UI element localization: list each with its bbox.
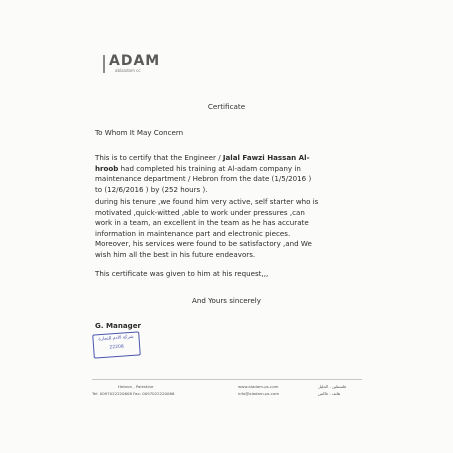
certify-line-2	[95, 164, 375, 175]
footer-website: www.aladam-ps.com	[238, 384, 279, 389]
certify-line-3: maintenance department / Hebron from the date (1/5/2016 )	[95, 174, 312, 184]
signatory-title: G. Manager	[95, 321, 142, 330]
engineer-name-part-1: Jalal Fawzi Hassan Al-	[222, 153, 310, 162]
tenure-line: wish him all the best in his future endeavors.	[95, 249, 256, 259]
tenure-line: during his tenure ,we found him very active, self starter who is	[95, 197, 319, 206]
stamp-line-1: شركة الادم للتجارة	[98, 334, 134, 343]
logo-text: ADAM	[109, 53, 161, 69]
tenure-line: motivated ,quick-witted ,able to work under pressures ,can	[95, 207, 305, 217]
logo-subtext: ablaadam cc	[115, 68, 141, 73]
tenure-line: information in maintenance part and electronic pieces.	[95, 228, 291, 238]
footer-email: info@aladam-ps.com	[238, 391, 280, 396]
certify-line-1-text: This is to certify that the Engineer /	[95, 153, 223, 162]
tenure-line: work in a team, an excellent in the team as he has accurate	[95, 218, 309, 228]
stamp-line-2: 22208	[109, 344, 124, 351]
footer-city: Hebron , Palestine	[118, 384, 154, 389]
certify-line-1	[95, 153, 375, 164]
footer-divider	[92, 379, 362, 380]
closing-line: And Yours sincerely	[192, 296, 261, 305]
certify-line-4: to (12/6/2016 ) by (252 hours ).	[95, 184, 208, 194]
certify-line-2-text: had completed his training at Al-adam company in	[118, 163, 301, 173]
salutation: To Whom It May Concern	[95, 128, 184, 137]
paragraph-certify	[95, 153, 375, 195]
footer-phone-fax: Tel: 0097022220608 Fax: 0097022220066	[92, 391, 175, 396]
document-title: Certificate	[207, 102, 246, 111]
footer-arabic-line-1: فلسطين - الخليل	[318, 384, 347, 389]
logo-bar	[103, 55, 105, 73]
footer-arabic-line-2: هاتف - فاكس	[318, 391, 341, 396]
engineer-name-part-2: hroob	[95, 163, 119, 173]
company-stamp	[92, 331, 141, 358]
tenure-line: Moreover, his services were found to be satisfactory ,and We	[95, 239, 312, 249]
request-statement: This certificate was given to him at his request,,,	[95, 269, 269, 278]
paragraph-tenure	[95, 197, 375, 261]
